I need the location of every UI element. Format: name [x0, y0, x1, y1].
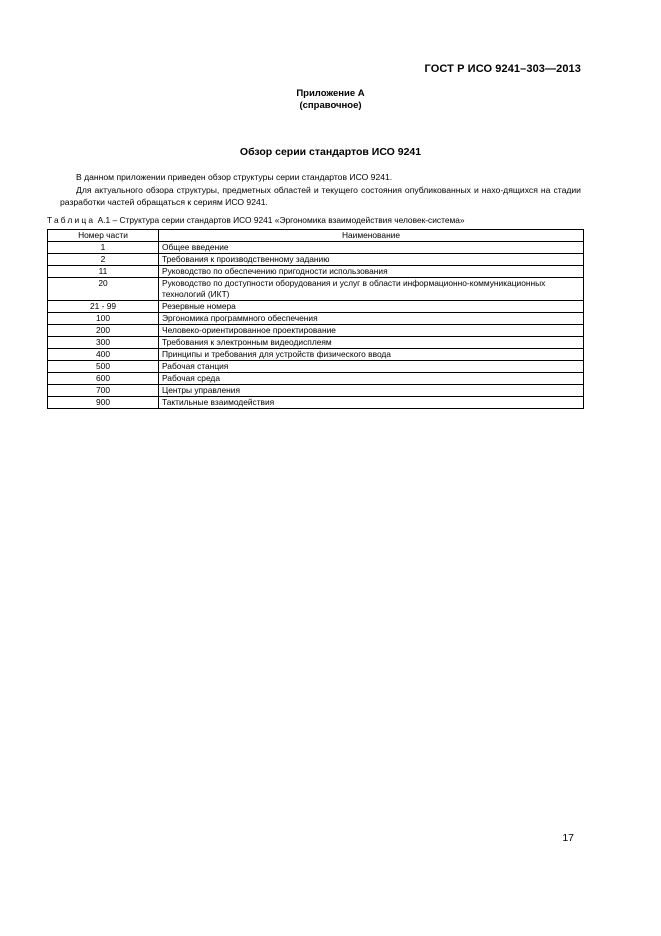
- part-name-cell: Тактильные взаимодействия: [159, 397, 584, 409]
- appendix-subtitle: (справочное): [299, 100, 362, 111]
- column-header-name: Наименование: [159, 230, 584, 242]
- part-number-cell: 500: [48, 361, 159, 373]
- table-row: [48, 385, 584, 397]
- part-number-cell: 400: [48, 349, 159, 361]
- table-row: [48, 254, 584, 266]
- table-row: [48, 325, 584, 337]
- part-number-cell: 20: [48, 278, 159, 301]
- section-title: Обзор серии стандартов ИСО 9241: [239, 146, 422, 158]
- appendix-heading: [0, 88, 661, 112]
- table-row: [48, 313, 584, 325]
- intro-paragraph-1: В данном приложении приведен обзор структуры серии стандартов ИСО 9241.: [76, 172, 393, 182]
- part-name-cell: Рабочая станция: [159, 361, 584, 373]
- table-body: [48, 242, 584, 409]
- part-number-cell: 2: [48, 254, 159, 266]
- table-row: [48, 337, 584, 349]
- table-row: [48, 349, 584, 361]
- part-number-cell: 700: [48, 385, 159, 397]
- column-header-number: Номер части: [48, 230, 159, 242]
- part-number-cell: 100: [48, 313, 159, 325]
- part-name-cell: Эргономика программного обеспечения: [159, 313, 584, 325]
- part-number-cell: 200: [48, 325, 159, 337]
- appendix-title: Приложение А: [296, 88, 365, 99]
- part-name-cell: Принципы и требования для устройств физического ввода: [159, 349, 584, 361]
- part-name-cell: Требования к производственному заданию: [159, 254, 584, 266]
- page-number: 17: [562, 832, 574, 844]
- table-row: [48, 242, 584, 254]
- part-name-cell: Руководство по доступности оборудования и услуг в области информационно-коммуникационных технологий (ИКТ): [159, 278, 584, 301]
- table-caption: [47, 215, 587, 225]
- part-number-cell: 21 - 99: [48, 301, 159, 313]
- part-number-cell: 600: [48, 373, 159, 385]
- part-name-cell: Человеко-ориентированное проектирование: [159, 325, 584, 337]
- table-row: [48, 266, 584, 278]
- table-row: [48, 361, 584, 373]
- table-row: [48, 301, 584, 313]
- part-name-cell: Общее введение: [159, 242, 584, 254]
- part-number-cell: 300: [48, 337, 159, 349]
- part-name-cell: Резервные номера: [159, 301, 584, 313]
- table-row: [48, 278, 584, 301]
- table-caption-text: А.1 – Структура серии стандартов ИСО 9241 «Эргономика взаимодействия человек-система»: [95, 215, 465, 225]
- part-number-cell: 900: [48, 397, 159, 409]
- table-caption-label: Таблица: [47, 215, 96, 225]
- intro-text: [60, 171, 581, 209]
- part-name-cell: Руководство по обеспечению пригодности использования: [159, 266, 584, 278]
- part-name-cell: Центры управления: [159, 385, 584, 397]
- part-name-cell: Требования к электронным видеодисплеям: [159, 337, 584, 349]
- parts-table: [47, 229, 584, 409]
- part-name-cell: Рабочая среда: [159, 373, 584, 385]
- table-header-row: [48, 230, 584, 242]
- intro-paragraph-2: Для актуального обзора структуры, предметных областей и текущего состояния опубликованных и нахо-дящихся на стадии разработки частей обращаться к сериям ИСО 9241.: [60, 184, 581, 207]
- part-number-cell: 1: [48, 242, 159, 254]
- table-row: [48, 397, 584, 409]
- table-row: [48, 373, 584, 385]
- document-code: ГОСТ Р ИСО 9241–303—2013: [424, 63, 581, 75]
- part-number-cell: 11: [48, 266, 159, 278]
